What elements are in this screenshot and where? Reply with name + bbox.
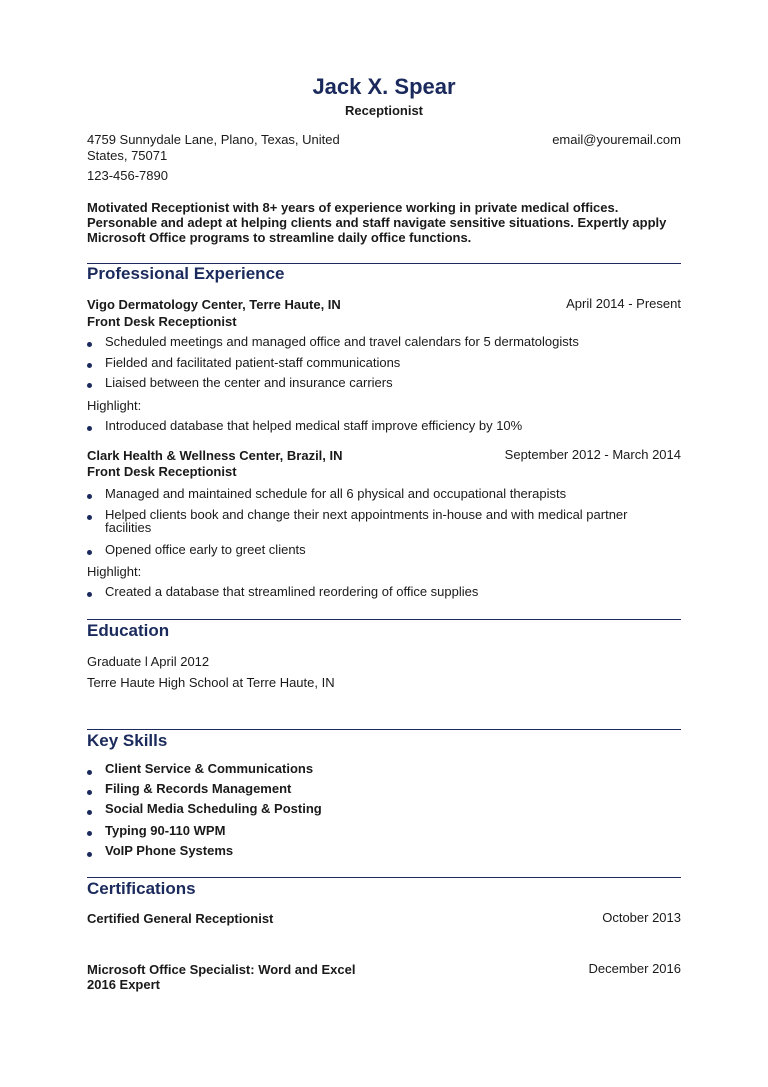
- summary-line-3: Microsoft Office programs to streamline daily office functions.: [87, 230, 472, 245]
- certification-2-name-line-2: 2016 Expert: [87, 977, 160, 992]
- address-line-2: States, 75071: [87, 148, 168, 163]
- candidate-name: Jack X. Spear: [312, 74, 456, 99]
- address-line-1: 4759 Sunnydale Lane, Plano, Texas, United: [87, 132, 340, 147]
- job-1-highlight: Introduced database that helped medical staff improve efficiency by 10%: [105, 418, 523, 433]
- section-divider: [87, 729, 681, 730]
- bullet-icon: [87, 770, 92, 775]
- job-2-highlight-label: Highlight:: [87, 564, 142, 579]
- job-2-bullet-2: Helped clients book and change their next appointments in-house and with medical partner: [105, 507, 628, 522]
- bullet-icon: [87, 550, 92, 555]
- job-1-employer: Vigo Dermatology Center, Terre Haute, IN: [87, 297, 341, 312]
- job-2-position: Front Desk Receptionist: [87, 464, 237, 479]
- job-2-bullet-2-continued: facilities: [105, 520, 152, 535]
- job-1-bullet-3: Liaised between the center and insurance carriers: [105, 375, 393, 390]
- bullet-icon: [87, 494, 92, 499]
- skill-item: Client Service & Communications: [105, 761, 314, 776]
- skill-item: Filing & Records Management: [105, 781, 292, 796]
- education-degree: Graduate l April 2012: [87, 654, 210, 669]
- summary-line-2: Personable and adept at helping clients and staff navigate sensitive situations. Expertly apply: [87, 215, 667, 230]
- certification-2-name-line-1: Microsoft Office Specialist: Word and Excel: [87, 962, 356, 977]
- certifications-heading: Certifications: [87, 879, 196, 898]
- education-school: Terre Haute High School at Terre Haute, IN: [87, 675, 335, 690]
- bullet-icon: [87, 852, 92, 857]
- job-2-bullet-3: Opened office early to greet clients: [105, 542, 306, 557]
- skills-heading: Key Skills: [87, 731, 168, 750]
- email-address: email@youremail.com: [552, 132, 681, 147]
- job-1-dates: April 2014 - Present: [566, 296, 681, 311]
- job-2-highlight: Created a database that streamlined reordering of office supplies: [105, 584, 479, 599]
- job-1-highlight-label: Highlight:: [87, 398, 142, 413]
- bullet-icon: [87, 515, 92, 520]
- bullet-icon: [87, 810, 92, 815]
- skill-item: VoIP Phone Systems: [105, 843, 234, 858]
- bullet-icon: [87, 831, 92, 836]
- bullet-icon: [87, 342, 92, 347]
- skill-item: Typing 90-110 WPM: [105, 823, 226, 838]
- job-1-position: Front Desk Receptionist: [87, 314, 237, 329]
- job-1-bullet-2: Fielded and facilitated patient-staff communications: [105, 355, 401, 370]
- certification-2-date: December 2016: [588, 961, 681, 976]
- experience-heading: Professional Experience: [87, 264, 285, 283]
- skill-item: Social Media Scheduling & Posting: [105, 801, 322, 816]
- job-1-bullet-1: Scheduled meetings and managed office and travel calendars for 5 dermatologists: [105, 334, 579, 349]
- job-2-dates: September 2012 - March 2014: [504, 447, 681, 462]
- job-2-bullet-1: Managed and maintained schedule for all 6 physical and occupational therapists: [105, 486, 567, 501]
- education-heading: Education: [87, 621, 170, 640]
- bullet-icon: [87, 790, 92, 795]
- phone-number: 123-456-7890: [87, 168, 168, 183]
- certification-1-name: Certified General Receptionist: [87, 911, 274, 926]
- summary-line-1: Motivated Receptionist with 8+ years of experience working in private medical offices.: [87, 200, 619, 215]
- section-divider: [87, 877, 681, 878]
- bullet-icon: [87, 363, 92, 368]
- section-divider: [87, 619, 681, 620]
- bullet-icon: [87, 426, 92, 431]
- bullet-icon: [87, 592, 92, 597]
- certification-1-date: October 2013: [602, 910, 681, 925]
- bullet-icon: [87, 383, 92, 388]
- candidate-title: Receptionist: [344, 103, 423, 118]
- job-2-employer: Clark Health & Wellness Center, Brazil, IN: [87, 448, 343, 463]
